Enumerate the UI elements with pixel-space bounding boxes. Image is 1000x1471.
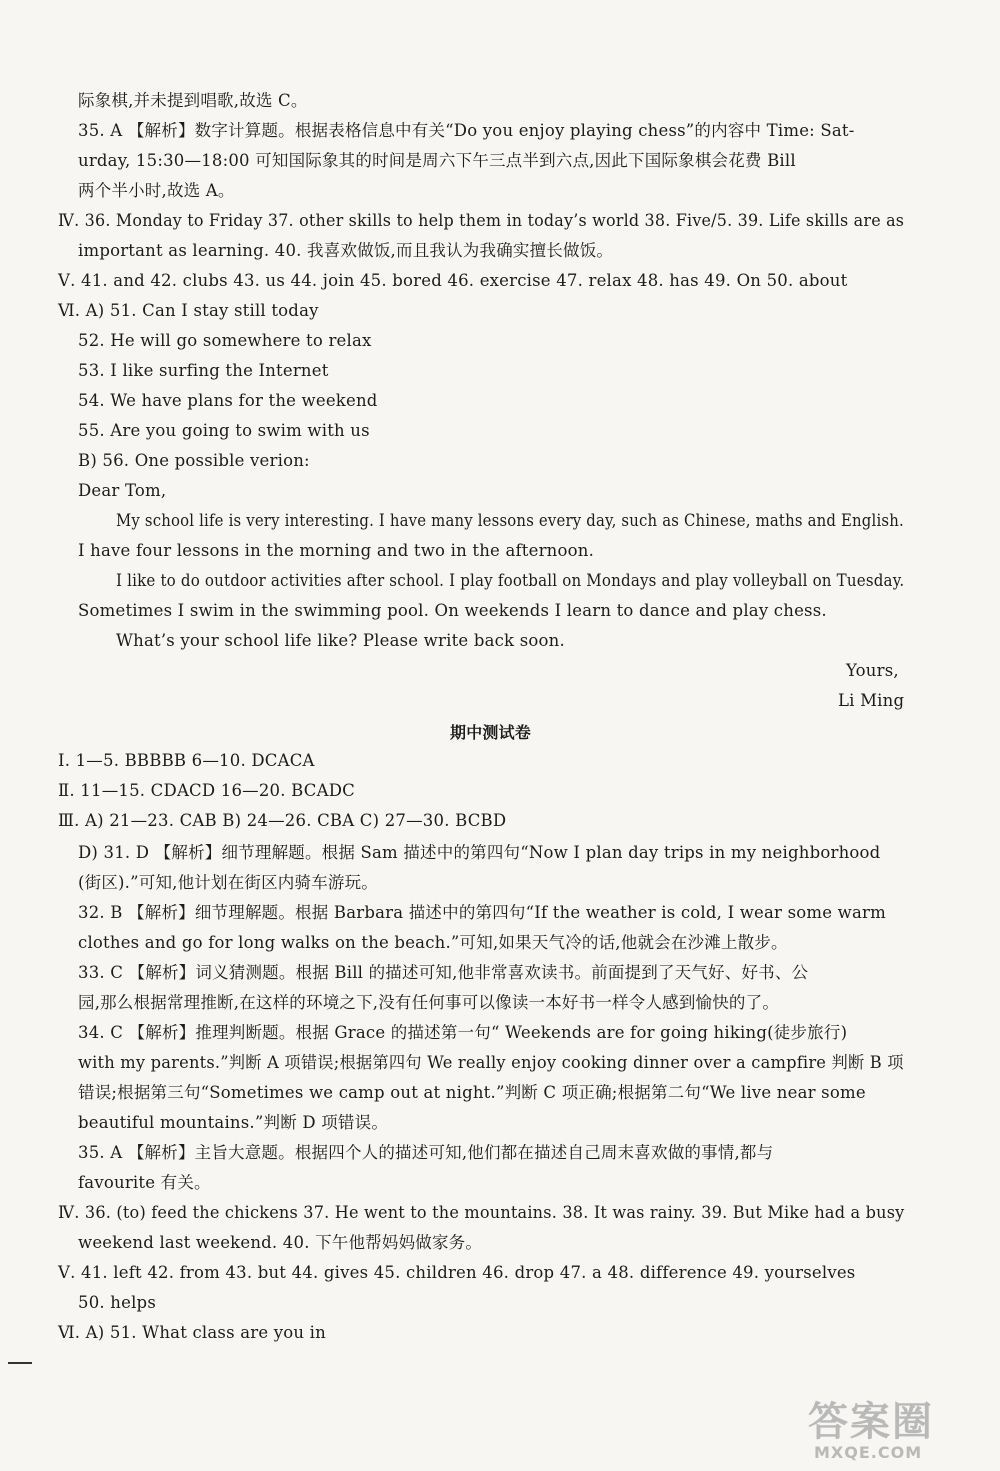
text-line: 两个半小时,故选 A。	[78, 181, 235, 200]
text-line: Ⅱ. 11—15. CDACD 16—20. BCADC	[58, 781, 355, 800]
watermark-logo	[808, 1400, 993, 1466]
text-line: I like to do outdoor activities after school. I play football on Mondays and play volleyball on Tuesday.	[116, 571, 905, 590]
text-line: What’s your school life like? Please write back soon.	[116, 631, 565, 650]
text-line: 35. A 【解析】主旨大意题。根据四个人的描述可知,他们都在描述自己周末喜欢做的事情,都与	[78, 1143, 774, 1162]
text-line: Ⅳ. 36. Monday to Friday 37. other skills to help them in today’s world 38. Five/5. 39. Life skills are as	[58, 211, 905, 230]
text-line: 50. helps	[78, 1293, 156, 1312]
text-line: B) 56. One possible verion:	[78, 451, 310, 470]
text-line: 错误;根据第三句“Sometimes we camp out at night.”判断 C 项正确;根据第二句“We live near some	[78, 1083, 866, 1102]
text-line: Ⅳ. 36. (to) feed the chickens 37. He went to the mountains. 38. It was rainy. 39. But Mike had a busy	[58, 1203, 905, 1222]
text-line: urday, 15:30—18:00 可知国际象其的时间是周六下午三点半到六点,因此下国际象棋会花费 Bill	[78, 151, 796, 170]
text-line: 园,那么根据常理推断,在这样的环境之下,没有任何事可以像读一本好书一样令人感到愉快的了。	[78, 993, 780, 1012]
text-line: D) 31. D 【解析】细节理解题。根据 Sam 描述中的第四句“Now I plan day trips in my neighborhood	[78, 843, 881, 862]
text-line: 35. A 【解析】数字计算题。根据表格信息中有关“Do you enjoy playing chess”的内容中 Time: Sat-	[78, 121, 855, 140]
text-line: 52. He will go somewhere to relax	[78, 331, 372, 350]
text-line: beautiful mountains.”判断 D 项错误。	[78, 1113, 389, 1132]
text-line: Sometimes I swim in the swimming pool. On weekends I learn to dance and play chess.	[78, 601, 827, 620]
text-line: with my parents.”判断 A 项错误;根据第四句 We really enjoy cooking dinner over a campfire 判断 B 项	[78, 1053, 904, 1072]
text-line: (街区).”可知,他计划在街区内骑车游玩。	[78, 873, 378, 892]
text-line: Ⅵ. A) 51. Can I stay still today	[58, 301, 319, 320]
text-line: 33. C 【解析】词义猜测题。根据 Bill 的描述可知,他非常喜欢读书。前面提到了天气好、好书、公	[78, 963, 809, 982]
watermark-text: 答案圈	[808, 1399, 934, 1445]
text-line: 54. We have plans for the weekend	[78, 391, 378, 410]
letter-closing: Yours,	[846, 661, 899, 680]
text-line: 32. B 【解析】细节理解题。根据 Barbara 描述中的第四句“If the weather is cold, I wear some warm	[78, 903, 886, 922]
text-line: Ⅲ. A) 21—23. CAB B) 24—26. CBA C) 27—30. BCBD	[58, 811, 507, 830]
text-line: weekend last weekend. 40. 下午他帮妈妈做家务。	[78, 1233, 483, 1252]
text-line: favourite 有关。	[78, 1173, 211, 1192]
letter-salutation: Dear Tom,	[78, 481, 167, 500]
footnote-rule	[8, 1362, 32, 1364]
watermark-url: MXQE.COM	[814, 1443, 923, 1462]
section-title: 期中测试卷	[450, 723, 532, 742]
letter-signature: Li Ming	[838, 691, 905, 710]
text-line: Ⅵ. A) 51. What class are you in	[58, 1323, 326, 1342]
text-line: I have four lessons in the morning and two in the afternoon.	[78, 541, 595, 560]
text-line: clothes and go for long walks on the beach.”可知,如果天气冷的话,他就会在沙滩上散步。	[78, 933, 788, 952]
text-line: important as learning. 40. 我喜欢做饭,而且我认为我确实擅长做饭。	[78, 241, 614, 260]
text-line: 53. I like surfing the Internet	[78, 361, 329, 380]
text-line: 55. Are you going to swim with us	[78, 421, 370, 440]
text-line: Ⅴ. 41. and 42. clubs 43. us 44. join 45. bored 46. exercise 47. relax 48. has 49. On 50. about	[58, 271, 848, 290]
text-line: My school life is very interesting. I have many lessons every day, such as Chinese, maths and English.	[116, 511, 904, 530]
text-line: 34. C 【解析】推理判断题。根据 Grace 的描述第一句“ Weekends are for going hiking(徒步旅行)	[78, 1023, 848, 1042]
text-line: Ⅴ. 41. left 42. from 43. but 44. gives 45. children 46. drop 47. a 48. difference 49. yourselves	[58, 1263, 856, 1282]
text-line: Ⅰ. 1—5. BBBBB 6—10. DCACA	[58, 751, 315, 770]
text-line: 际象棋,并未提到唱歌,故选 C。	[78, 91, 308, 110]
